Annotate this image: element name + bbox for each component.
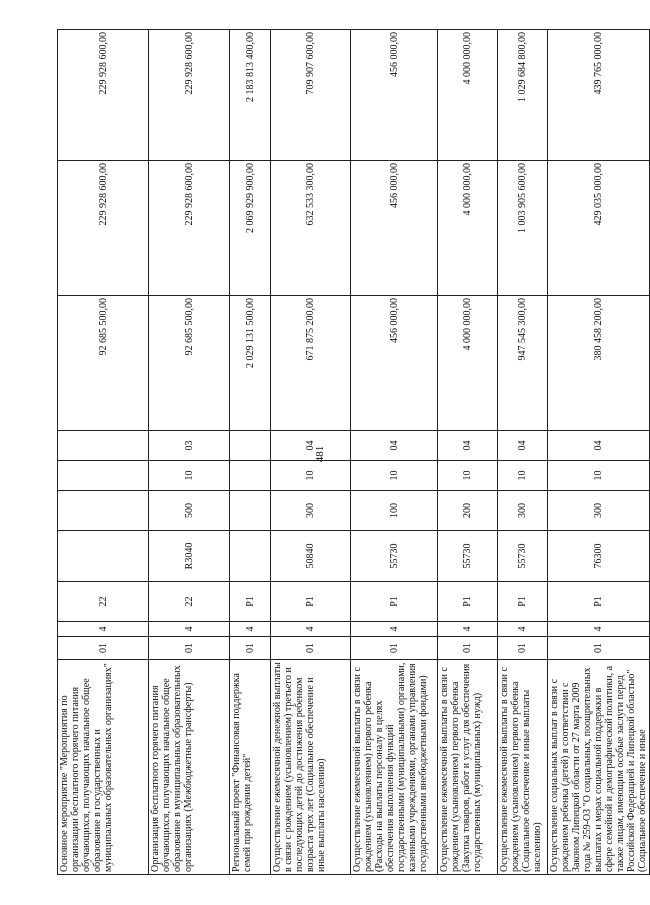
row-grbs-code: 01	[271, 637, 351, 660]
row-amount-year-2: 229 928 600,00	[58, 161, 149, 296]
row-program-code: 4	[271, 622, 351, 637]
row-name: Региональный проект "Финансовая поддержка семей при рождении детей"	[230, 660, 271, 875]
row-section-code	[58, 461, 149, 491]
table-row	[271, 30, 351, 875]
table-row	[149, 30, 230, 875]
row-direction-code: 55730	[498, 531, 548, 582]
row-subsection-code	[58, 431, 149, 461]
row-name: Осуществление ежемесячной выплаты в связи с рождением (усыновлением) первого ребенка (Социальное обеспечение и иные выплаты населению)	[498, 660, 548, 875]
row-amount-year-3: 709 907 600,00	[271, 30, 351, 161]
row-subsection-code	[230, 431, 271, 461]
row-direction-code	[230, 531, 271, 582]
row-program-code: 4	[548, 622, 650, 637]
row-program-code: 4	[438, 622, 498, 637]
row-program-code: 4	[149, 622, 230, 637]
table-body	[58, 30, 650, 875]
row-amount-year-1: 380 458 200,00	[548, 296, 650, 431]
row-amount-year-3: 456 000,00	[351, 30, 438, 161]
row-grbs-code: 01	[58, 637, 149, 660]
row-expense-type-code: 300	[498, 491, 548, 531]
row-section-code: 10	[351, 461, 438, 491]
row-amount-year-2: 632 533 300,00	[271, 161, 351, 296]
row-amount-year-2: 1 003 905 600,00	[498, 161, 548, 296]
row-amount-year-3: 229 928 600,00	[58, 30, 149, 161]
row-grbs-code: 01	[149, 637, 230, 660]
table-row	[438, 30, 498, 875]
row-subsection-code: 04	[498, 431, 548, 461]
row-direction-code: 55730	[351, 531, 438, 582]
row-subprogram-code: P1	[351, 582, 438, 622]
row-expense-type-code: 200	[438, 491, 498, 531]
row-amount-year-3: 4 000 000,00	[438, 30, 498, 161]
row-grbs-code: 01	[438, 637, 498, 660]
table-row	[548, 30, 650, 875]
row-subprogram-code: P1	[438, 582, 498, 622]
rotated-table-frame	[57, 30, 648, 875]
row-direction-code: 55730	[438, 531, 498, 582]
row-amount-year-3: 1 029 684 800,00	[498, 30, 548, 161]
row-amount-year-1: 456 000,00	[351, 296, 438, 431]
row-program-code: 4	[498, 622, 548, 637]
row-name: Осуществление ежемесячной выплаты в связи с рождением (усыновлением) первого ребенка (Закупка товаров, работ и услуг для обеспечения государственных (муниципальных) нужд)	[438, 660, 498, 875]
row-direction-code	[58, 531, 149, 582]
row-amount-year-2: 4 000 000,00	[438, 161, 498, 296]
row-amount-year-1: 92 685 500,00	[149, 296, 230, 431]
row-name: Осуществление социальных выплат в связи с рождением ребенка (детей) в соответствии с Законом Липецкой области от 27 марта 2009 года № 259-ОЗ "О социальных, поощрительных выплатах и мерах социальной поддержки в сфере семейной и демографической политики, а также лицам, имеющим особые заслуги перед Российской Федерацией и Липецкой областью" (Социальное обеспечение и иные	[548, 660, 650, 875]
row-subprogram-code: 22	[58, 582, 149, 622]
row-section-code: 10	[271, 461, 351, 491]
row-subsection-code: 03	[149, 431, 230, 461]
row-name: Основное мероприятие "Мероприятия по организации бесплатного горячего питания обучающихся, получающих начальное общее образование в государственных и муниципальных образовательных организациях"	[58, 660, 149, 875]
row-subsection-code: 04	[548, 431, 650, 461]
row-grbs-code: 01	[230, 637, 271, 660]
row-amount-year-2: 456 000,00	[351, 161, 438, 296]
row-expense-type-code	[230, 491, 271, 531]
row-amount-year-1: 4 000 000,00	[438, 296, 498, 431]
row-expense-type-code: 300	[271, 491, 351, 531]
row-amount-year-1: 671 875 200,00	[271, 296, 351, 431]
row-section-code: 10	[548, 461, 650, 491]
row-amount-year-2: 2 069 929 900,00	[230, 161, 271, 296]
row-amount-year-1: 947 545 300,00	[498, 296, 548, 431]
row-expense-type-code: 100	[351, 491, 438, 531]
row-subsection-code: 04	[351, 431, 438, 461]
row-section-code: 10	[149, 461, 230, 491]
row-name: Организация бесплатного горячего питания обучающихся, получающих начальное общее образование в муниципальных образовательных организациях (Межбюджетные трансферты)	[149, 660, 230, 875]
budget-table	[57, 29, 650, 875]
row-direction-code: 50840	[271, 531, 351, 582]
row-amount-year-3: 439 765 000,00	[548, 30, 650, 161]
row-amount-year-3: 229 928 600,00	[149, 30, 230, 161]
row-subsection-code: 04	[438, 431, 498, 461]
row-expense-type-code	[58, 491, 149, 531]
row-amount-year-1: 2 029 131 500,00	[230, 296, 271, 431]
row-subprogram-code: 22	[149, 582, 230, 622]
row-amount-year-1: 92 685 500,00	[58, 296, 149, 431]
row-subsection-code: 04	[271, 431, 351, 461]
table-row	[498, 30, 548, 875]
row-name: Осуществление ежемесячной выплаты в связи с рождением (усыновлением) первого ребенка (Расходы на выплаты персоналу в целях обеспечения выполнения функций государственными (муниципальными) органами, казенными учреждениями, органами управления государственными внебюджетными фондами)	[351, 660, 438, 875]
table-row	[58, 30, 149, 875]
row-amount-year-2: 229 928 600,00	[149, 161, 230, 296]
row-subprogram-code: P1	[271, 582, 351, 622]
table-row	[351, 30, 438, 875]
row-grbs-code: 01	[351, 637, 438, 660]
row-program-code: 4	[351, 622, 438, 637]
row-grbs-code: 01	[548, 637, 650, 660]
row-program-code: 4	[58, 622, 149, 637]
row-expense-type-code: 500	[149, 491, 230, 531]
row-subprogram-code: P1	[548, 582, 650, 622]
row-grbs-code: 01	[498, 637, 548, 660]
row-section-code: 10	[498, 461, 548, 491]
table-row	[230, 30, 271, 875]
row-amount-year-2: 429 035 000,00	[548, 161, 650, 296]
row-subprogram-code: P1	[498, 582, 548, 622]
row-amount-year-3: 2 183 813 400,00	[230, 30, 271, 161]
row-section-code	[230, 461, 271, 491]
page-number: 481	[314, 445, 326, 463]
row-direction-code: R3040	[149, 531, 230, 582]
row-name: Осуществление ежемесячной денежной выплаты в связи с рождением (усыновлением) третьего и последующих детей до достижения ребенком возраста трех лет (Социальное обеспечение и иные выплаты населению)	[271, 660, 351, 875]
row-direction-code: 76300	[548, 531, 650, 582]
row-section-code: 10	[438, 461, 498, 491]
row-program-code: 4	[230, 622, 271, 637]
row-subprogram-code: P1	[230, 582, 271, 622]
row-expense-type-code: 300	[548, 491, 650, 531]
